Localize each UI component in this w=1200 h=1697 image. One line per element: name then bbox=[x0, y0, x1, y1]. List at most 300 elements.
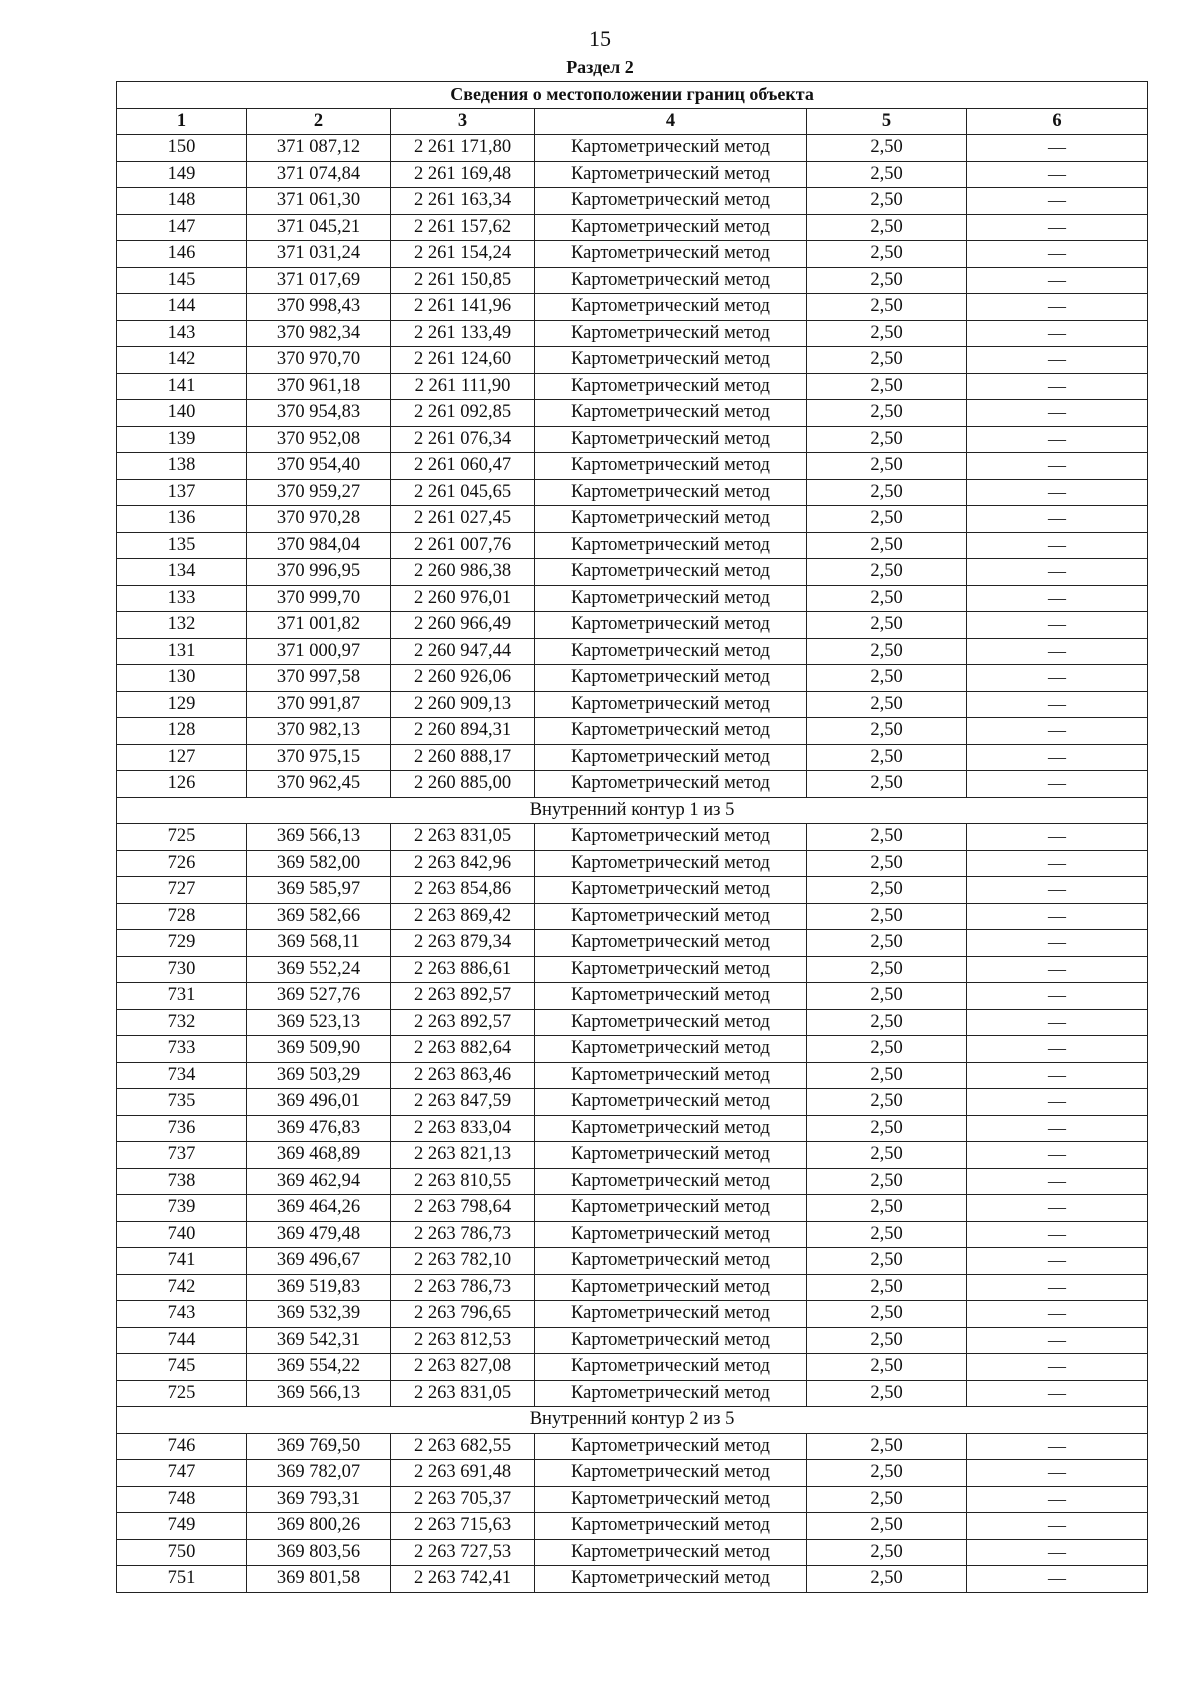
point-number-cell: 131 bbox=[117, 638, 247, 665]
x-coordinate-cell: 371 031,24 bbox=[247, 241, 391, 268]
table-row bbox=[117, 320, 1148, 347]
y-coordinate-cell: 2 260 909,13 bbox=[391, 691, 535, 718]
x-coordinate-cell: 369 523,13 bbox=[247, 1009, 391, 1036]
description-cell: — bbox=[967, 983, 1148, 1010]
table-row bbox=[117, 718, 1148, 745]
method-cell: Картометрический метод bbox=[535, 1168, 807, 1195]
method-cell: Картометрический метод bbox=[535, 850, 807, 877]
table-row bbox=[117, 214, 1148, 241]
point-number-cell: 727 bbox=[117, 877, 247, 904]
method-cell: Картометрический метод bbox=[535, 612, 807, 639]
column-number: 4 bbox=[535, 108, 807, 135]
x-coordinate-cell: 369 801,58 bbox=[247, 1566, 391, 1593]
accuracy-cell: 2,50 bbox=[807, 1513, 967, 1540]
table-row bbox=[117, 1036, 1148, 1063]
y-coordinate-cell: 2 263 742,41 bbox=[391, 1566, 535, 1593]
accuracy-cell: 2,50 bbox=[807, 1089, 967, 1116]
description-cell: — bbox=[967, 506, 1148, 533]
description-cell: — bbox=[967, 320, 1148, 347]
description-cell: — bbox=[967, 744, 1148, 771]
point-number-cell: 749 bbox=[117, 1513, 247, 1540]
point-number-cell: 745 bbox=[117, 1354, 247, 1381]
accuracy-cell: 2,50 bbox=[807, 638, 967, 665]
y-coordinate-cell: 2 261 007,76 bbox=[391, 532, 535, 559]
description-cell: — bbox=[967, 400, 1148, 427]
x-coordinate-cell: 369 566,13 bbox=[247, 824, 391, 851]
x-coordinate-cell: 369 585,97 bbox=[247, 877, 391, 904]
table-row bbox=[117, 1115, 1148, 1142]
description-cell: — bbox=[967, 718, 1148, 745]
accuracy-cell: 2,50 bbox=[807, 135, 967, 162]
accuracy-cell: 2,50 bbox=[807, 877, 967, 904]
table-row bbox=[117, 241, 1148, 268]
y-coordinate-cell: 2 263 691,48 bbox=[391, 1460, 535, 1487]
y-coordinate-cell: 2 261 092,85 bbox=[391, 400, 535, 427]
point-number-cell: 135 bbox=[117, 532, 247, 559]
y-coordinate-cell: 2 263 882,64 bbox=[391, 1036, 535, 1063]
accuracy-cell: 2,50 bbox=[807, 188, 967, 215]
table-row bbox=[117, 294, 1148, 321]
x-coordinate-cell: 370 998,43 bbox=[247, 294, 391, 321]
x-coordinate-cell: 369 496,01 bbox=[247, 1089, 391, 1116]
description-cell: — bbox=[967, 1089, 1148, 1116]
point-number-cell: 747 bbox=[117, 1460, 247, 1487]
description-cell: — bbox=[967, 1433, 1148, 1460]
point-number-cell: 725 bbox=[117, 1380, 247, 1407]
accuracy-cell: 2,50 bbox=[807, 1566, 967, 1593]
x-coordinate-cell: 369 464,26 bbox=[247, 1195, 391, 1222]
x-coordinate-cell: 371 000,97 bbox=[247, 638, 391, 665]
description-cell: — bbox=[967, 294, 1148, 321]
table-row bbox=[117, 956, 1148, 983]
accuracy-cell: 2,50 bbox=[807, 267, 967, 294]
description-cell: — bbox=[967, 903, 1148, 930]
point-number-cell: 734 bbox=[117, 1062, 247, 1089]
table-row bbox=[117, 1062, 1148, 1089]
accuracy-cell: 2,50 bbox=[807, 903, 967, 930]
point-number-cell: 742 bbox=[117, 1274, 247, 1301]
table-row bbox=[117, 1486, 1148, 1513]
x-coordinate-cell: 370 970,28 bbox=[247, 506, 391, 533]
y-coordinate-cell: 2 263 821,13 bbox=[391, 1142, 535, 1169]
description-cell: — bbox=[967, 1301, 1148, 1328]
point-number-cell: 748 bbox=[117, 1486, 247, 1513]
method-cell: Картометрический метод bbox=[535, 1460, 807, 1487]
method-cell: Картометрический метод bbox=[535, 1327, 807, 1354]
table-row bbox=[117, 877, 1148, 904]
accuracy-cell: 2,50 bbox=[807, 1009, 967, 1036]
method-cell: Картометрический метод bbox=[535, 426, 807, 453]
method-cell: Картометрический метод bbox=[535, 479, 807, 506]
y-coordinate-cell: 2 260 888,17 bbox=[391, 744, 535, 771]
description-cell: — bbox=[967, 1566, 1148, 1593]
point-number-cell: 726 bbox=[117, 850, 247, 877]
table-row bbox=[117, 1460, 1148, 1487]
method-cell: Картометрический метод bbox=[535, 188, 807, 215]
table-row bbox=[117, 1327, 1148, 1354]
point-number-cell: 138 bbox=[117, 453, 247, 480]
description-cell: — bbox=[967, 161, 1148, 188]
description-cell: — bbox=[967, 1115, 1148, 1142]
table-row bbox=[117, 453, 1148, 480]
accuracy-cell: 2,50 bbox=[807, 532, 967, 559]
table-row bbox=[117, 559, 1148, 586]
accuracy-cell: 2,50 bbox=[807, 453, 967, 480]
method-cell: Картометрический метод bbox=[535, 320, 807, 347]
x-coordinate-cell: 369 552,24 bbox=[247, 956, 391, 983]
description-cell: — bbox=[967, 612, 1148, 639]
method-cell: Картометрический метод bbox=[535, 161, 807, 188]
y-coordinate-cell: 2 261 163,34 bbox=[391, 188, 535, 215]
method-cell: Картометрический метод bbox=[535, 453, 807, 480]
column-number: 1 bbox=[117, 108, 247, 135]
accuracy-cell: 2,50 bbox=[807, 983, 967, 1010]
method-cell: Картометрический метод bbox=[535, 559, 807, 586]
x-coordinate-cell: 369 554,22 bbox=[247, 1354, 391, 1381]
method-cell: Картометрический метод bbox=[535, 1566, 807, 1593]
point-number-cell: 127 bbox=[117, 744, 247, 771]
accuracy-cell: 2,50 bbox=[807, 241, 967, 268]
x-coordinate-cell: 370 982,34 bbox=[247, 320, 391, 347]
x-coordinate-cell: 370 954,83 bbox=[247, 400, 391, 427]
y-coordinate-cell: 2 263 833,04 bbox=[391, 1115, 535, 1142]
table-row bbox=[117, 1539, 1148, 1566]
point-number-cell: 736 bbox=[117, 1115, 247, 1142]
y-coordinate-cell: 2 263 869,42 bbox=[391, 903, 535, 930]
method-cell: Картометрический метод bbox=[535, 1354, 807, 1381]
method-cell: Картометрический метод bbox=[535, 1062, 807, 1089]
point-number-cell: 141 bbox=[117, 373, 247, 400]
y-coordinate-cell: 2 261 171,80 bbox=[391, 135, 535, 162]
column-number: 2 bbox=[247, 108, 391, 135]
method-cell: Картометрический метод bbox=[535, 135, 807, 162]
description-cell: — bbox=[967, 1513, 1148, 1540]
point-number-cell: 751 bbox=[117, 1566, 247, 1593]
accuracy-cell: 2,50 bbox=[807, 1168, 967, 1195]
table-row bbox=[117, 1168, 1148, 1195]
description-cell: — bbox=[967, 956, 1148, 983]
y-coordinate-cell: 2 261 045,65 bbox=[391, 479, 535, 506]
description-cell: — bbox=[967, 188, 1148, 215]
x-coordinate-cell: 370 952,08 bbox=[247, 426, 391, 453]
y-coordinate-cell: 2 263 847,59 bbox=[391, 1089, 535, 1116]
accuracy-cell: 2,50 bbox=[807, 214, 967, 241]
x-coordinate-cell: 371 045,21 bbox=[247, 214, 391, 241]
point-number-cell: 729 bbox=[117, 930, 247, 957]
method-cell: Картометрический метод bbox=[535, 771, 807, 798]
x-coordinate-cell: 369 479,48 bbox=[247, 1221, 391, 1248]
x-coordinate-cell: 371 074,84 bbox=[247, 161, 391, 188]
y-coordinate-cell: 2 263 863,46 bbox=[391, 1062, 535, 1089]
x-coordinate-cell: 369 476,83 bbox=[247, 1115, 391, 1142]
x-coordinate-cell: 369 496,67 bbox=[247, 1248, 391, 1275]
y-coordinate-cell: 2 260 926,06 bbox=[391, 665, 535, 692]
method-cell: Картометрический метод bbox=[535, 744, 807, 771]
method-cell: Картометрический метод bbox=[535, 956, 807, 983]
accuracy-cell: 2,50 bbox=[807, 930, 967, 957]
x-coordinate-cell: 370 954,40 bbox=[247, 453, 391, 480]
method-cell: Картометрический метод bbox=[535, 877, 807, 904]
x-coordinate-cell: 370 991,87 bbox=[247, 691, 391, 718]
accuracy-cell: 2,50 bbox=[807, 1327, 967, 1354]
point-number-cell: 139 bbox=[117, 426, 247, 453]
table-row bbox=[117, 1089, 1148, 1116]
description-cell: — bbox=[967, 214, 1148, 241]
x-coordinate-cell: 370 997,58 bbox=[247, 665, 391, 692]
point-number-cell: 725 bbox=[117, 824, 247, 851]
accuracy-cell: 2,50 bbox=[807, 400, 967, 427]
accuracy-cell: 2,50 bbox=[807, 691, 967, 718]
table-row bbox=[117, 1248, 1148, 1275]
description-cell: — bbox=[967, 1195, 1148, 1222]
method-cell: Картометрический метод bbox=[535, 718, 807, 745]
point-number-cell: 737 bbox=[117, 1142, 247, 1169]
description-cell: — bbox=[967, 373, 1148, 400]
description-cell: — bbox=[967, 1142, 1148, 1169]
point-number-cell: 731 bbox=[117, 983, 247, 1010]
method-cell: Картометрический метод bbox=[535, 373, 807, 400]
accuracy-cell: 2,50 bbox=[807, 426, 967, 453]
accuracy-cell: 2,50 bbox=[807, 1221, 967, 1248]
point-number-cell: 744 bbox=[117, 1327, 247, 1354]
y-coordinate-cell: 2 261 157,62 bbox=[391, 214, 535, 241]
table-row bbox=[117, 665, 1148, 692]
x-coordinate-cell: 371 017,69 bbox=[247, 267, 391, 294]
method-cell: Картометрический метод bbox=[535, 294, 807, 321]
contour-heading: Внутренний контур 2 из 5 bbox=[117, 1407, 1148, 1434]
y-coordinate-cell: 2 263 786,73 bbox=[391, 1274, 535, 1301]
point-number-cell: 735 bbox=[117, 1089, 247, 1116]
table-row bbox=[117, 824, 1148, 851]
y-coordinate-cell: 2 263 854,86 bbox=[391, 877, 535, 904]
description-cell: — bbox=[967, 135, 1148, 162]
method-cell: Картометрический метод bbox=[535, 532, 807, 559]
method-cell: Картометрический метод bbox=[535, 930, 807, 957]
accuracy-cell: 2,50 bbox=[807, 559, 967, 586]
table-row bbox=[117, 1142, 1148, 1169]
method-cell: Картометрический метод bbox=[535, 267, 807, 294]
table-row bbox=[117, 771, 1148, 798]
accuracy-cell: 2,50 bbox=[807, 479, 967, 506]
method-cell: Картометрический метод bbox=[535, 1513, 807, 1540]
method-cell: Картометрический метод bbox=[535, 1433, 807, 1460]
y-coordinate-cell: 2 261 076,34 bbox=[391, 426, 535, 453]
method-cell: Картометрический метод bbox=[535, 241, 807, 268]
point-number-cell: 739 bbox=[117, 1195, 247, 1222]
accuracy-cell: 2,50 bbox=[807, 744, 967, 771]
point-number-cell: 730 bbox=[117, 956, 247, 983]
x-coordinate-cell: 370 975,15 bbox=[247, 744, 391, 771]
y-coordinate-cell: 2 261 060,47 bbox=[391, 453, 535, 480]
method-cell: Картометрический метод bbox=[535, 1221, 807, 1248]
description-cell: — bbox=[967, 585, 1148, 612]
table-row bbox=[117, 1009, 1148, 1036]
x-coordinate-cell: 371 087,12 bbox=[247, 135, 391, 162]
method-cell: Картометрический метод bbox=[535, 665, 807, 692]
y-coordinate-cell: 2 261 141,96 bbox=[391, 294, 535, 321]
table-row bbox=[117, 903, 1148, 930]
point-number-cell: 148 bbox=[117, 188, 247, 215]
description-cell: — bbox=[967, 532, 1148, 559]
description-cell: — bbox=[967, 1248, 1148, 1275]
description-cell: — bbox=[967, 559, 1148, 586]
y-coordinate-cell: 2 263 831,05 bbox=[391, 1380, 535, 1407]
method-cell: Картометрический метод bbox=[535, 1301, 807, 1328]
point-number-cell: 150 bbox=[117, 135, 247, 162]
method-cell: Картометрический метод bbox=[535, 1274, 807, 1301]
x-coordinate-cell: 369 462,94 bbox=[247, 1168, 391, 1195]
description-cell: — bbox=[967, 1274, 1148, 1301]
point-number-cell: 746 bbox=[117, 1433, 247, 1460]
column-number: 6 bbox=[967, 108, 1148, 135]
accuracy-cell: 2,50 bbox=[807, 956, 967, 983]
x-coordinate-cell: 370 984,04 bbox=[247, 532, 391, 559]
table-row bbox=[117, 1221, 1148, 1248]
description-cell: — bbox=[967, 824, 1148, 851]
x-coordinate-cell: 369 532,39 bbox=[247, 1301, 391, 1328]
description-cell: — bbox=[967, 665, 1148, 692]
table-row bbox=[117, 585, 1148, 612]
method-cell: Картометрический метод bbox=[535, 1248, 807, 1275]
table-row bbox=[117, 930, 1148, 957]
point-number-cell: 137 bbox=[117, 479, 247, 506]
x-coordinate-cell: 370 996,95 bbox=[247, 559, 391, 586]
table-row bbox=[117, 612, 1148, 639]
contour-heading: Внутренний контур 1 из 5 bbox=[117, 797, 1148, 824]
contour-heading-row bbox=[117, 797, 1148, 824]
method-cell: Картометрический метод bbox=[535, 903, 807, 930]
y-coordinate-cell: 2 263 892,57 bbox=[391, 983, 535, 1010]
accuracy-cell: 2,50 bbox=[807, 1486, 967, 1513]
table-row bbox=[117, 1566, 1148, 1593]
method-cell: Картометрический метод bbox=[535, 983, 807, 1010]
point-number-cell: 133 bbox=[117, 585, 247, 612]
y-coordinate-cell: 2 261 027,45 bbox=[391, 506, 535, 533]
method-cell: Картометрический метод bbox=[535, 1089, 807, 1116]
table-row bbox=[117, 691, 1148, 718]
x-coordinate-cell: 369 503,29 bbox=[247, 1062, 391, 1089]
description-cell: — bbox=[967, 1221, 1148, 1248]
x-coordinate-cell: 369 800,26 bbox=[247, 1513, 391, 1540]
accuracy-cell: 2,50 bbox=[807, 1248, 967, 1275]
table-row bbox=[117, 479, 1148, 506]
contour-heading-row bbox=[117, 1407, 1148, 1434]
point-number-cell: 142 bbox=[117, 347, 247, 374]
table-row bbox=[117, 135, 1148, 162]
table-row bbox=[117, 506, 1148, 533]
accuracy-cell: 2,50 bbox=[807, 824, 967, 851]
method-cell: Картометрический метод bbox=[535, 1195, 807, 1222]
x-coordinate-cell: 369 582,66 bbox=[247, 903, 391, 930]
point-number-cell: 143 bbox=[117, 320, 247, 347]
x-coordinate-cell: 369 519,83 bbox=[247, 1274, 391, 1301]
y-coordinate-cell: 2 263 715,63 bbox=[391, 1513, 535, 1540]
x-coordinate-cell: 369 509,90 bbox=[247, 1036, 391, 1063]
accuracy-cell: 2,50 bbox=[807, 1142, 967, 1169]
point-number-cell: 738 bbox=[117, 1168, 247, 1195]
y-coordinate-cell: 2 261 111,90 bbox=[391, 373, 535, 400]
description-cell: — bbox=[967, 1327, 1148, 1354]
point-number-cell: 136 bbox=[117, 506, 247, 533]
accuracy-cell: 2,50 bbox=[807, 771, 967, 798]
accuracy-cell: 2,50 bbox=[807, 1195, 967, 1222]
x-coordinate-cell: 369 793,31 bbox=[247, 1486, 391, 1513]
description-cell: — bbox=[967, 771, 1148, 798]
description-cell: — bbox=[967, 877, 1148, 904]
point-number-cell: 129 bbox=[117, 691, 247, 718]
x-coordinate-cell: 369 769,50 bbox=[247, 1433, 391, 1460]
accuracy-cell: 2,50 bbox=[807, 718, 967, 745]
table-row bbox=[117, 1433, 1148, 1460]
accuracy-cell: 2,50 bbox=[807, 665, 967, 692]
point-number-cell: 144 bbox=[117, 294, 247, 321]
method-cell: Картометрический метод bbox=[535, 1115, 807, 1142]
description-cell: — bbox=[967, 1168, 1148, 1195]
point-number-cell: 750 bbox=[117, 1539, 247, 1566]
method-cell: Картометрический метод bbox=[535, 506, 807, 533]
y-coordinate-cell: 2 261 169,48 bbox=[391, 161, 535, 188]
description-cell: — bbox=[967, 1009, 1148, 1036]
method-cell: Картометрический метод bbox=[535, 638, 807, 665]
x-coordinate-cell: 369 782,07 bbox=[247, 1460, 391, 1487]
section-title: Раздел 2 bbox=[566, 57, 634, 77]
y-coordinate-cell: 2 261 133,49 bbox=[391, 320, 535, 347]
method-cell: Картометрический метод bbox=[535, 585, 807, 612]
accuracy-cell: 2,50 bbox=[807, 1380, 967, 1407]
table-row bbox=[117, 1354, 1148, 1381]
page-number: 15 bbox=[589, 26, 611, 51]
x-coordinate-cell: 369 803,56 bbox=[247, 1539, 391, 1566]
x-coordinate-cell: 369 468,89 bbox=[247, 1142, 391, 1169]
boundary-coordinates-table bbox=[116, 81, 1148, 1593]
y-coordinate-cell: 2 263 798,64 bbox=[391, 1195, 535, 1222]
y-coordinate-cell: 2 260 966,49 bbox=[391, 612, 535, 639]
x-coordinate-cell: 369 568,11 bbox=[247, 930, 391, 957]
accuracy-cell: 2,50 bbox=[807, 1274, 967, 1301]
x-coordinate-cell: 371 061,30 bbox=[247, 188, 391, 215]
point-number-cell: 130 bbox=[117, 665, 247, 692]
y-coordinate-cell: 2 263 812,53 bbox=[391, 1327, 535, 1354]
method-cell: Картометрический метод bbox=[535, 400, 807, 427]
y-coordinate-cell: 2 263 727,53 bbox=[391, 1539, 535, 1566]
method-cell: Картометрический метод bbox=[535, 1380, 807, 1407]
y-coordinate-cell: 2 263 892,57 bbox=[391, 1009, 535, 1036]
table-row bbox=[117, 1513, 1148, 1540]
table-caption: Сведения о местоположении границ объекта bbox=[117, 82, 1148, 109]
accuracy-cell: 2,50 bbox=[807, 1301, 967, 1328]
description-cell: — bbox=[967, 347, 1148, 374]
x-coordinate-cell: 369 582,00 bbox=[247, 850, 391, 877]
table-row bbox=[117, 426, 1148, 453]
method-cell: Картометрический метод bbox=[535, 1009, 807, 1036]
table-row bbox=[117, 1301, 1148, 1328]
y-coordinate-cell: 2 260 885,00 bbox=[391, 771, 535, 798]
table-row bbox=[117, 373, 1148, 400]
table-row bbox=[117, 638, 1148, 665]
x-coordinate-cell: 370 962,45 bbox=[247, 771, 391, 798]
table-row bbox=[117, 532, 1148, 559]
y-coordinate-cell: 2 263 782,10 bbox=[391, 1248, 535, 1275]
accuracy-cell: 2,50 bbox=[807, 347, 967, 374]
accuracy-cell: 2,50 bbox=[807, 294, 967, 321]
y-coordinate-cell: 2 263 831,05 bbox=[391, 824, 535, 851]
column-number-row bbox=[117, 108, 1148, 135]
y-coordinate-cell: 2 263 705,37 bbox=[391, 1486, 535, 1513]
description-cell: — bbox=[967, 1036, 1148, 1063]
point-number-cell: 140 bbox=[117, 400, 247, 427]
method-cell: Картометрический метод bbox=[535, 1486, 807, 1513]
method-cell: Картометрический метод bbox=[535, 347, 807, 374]
